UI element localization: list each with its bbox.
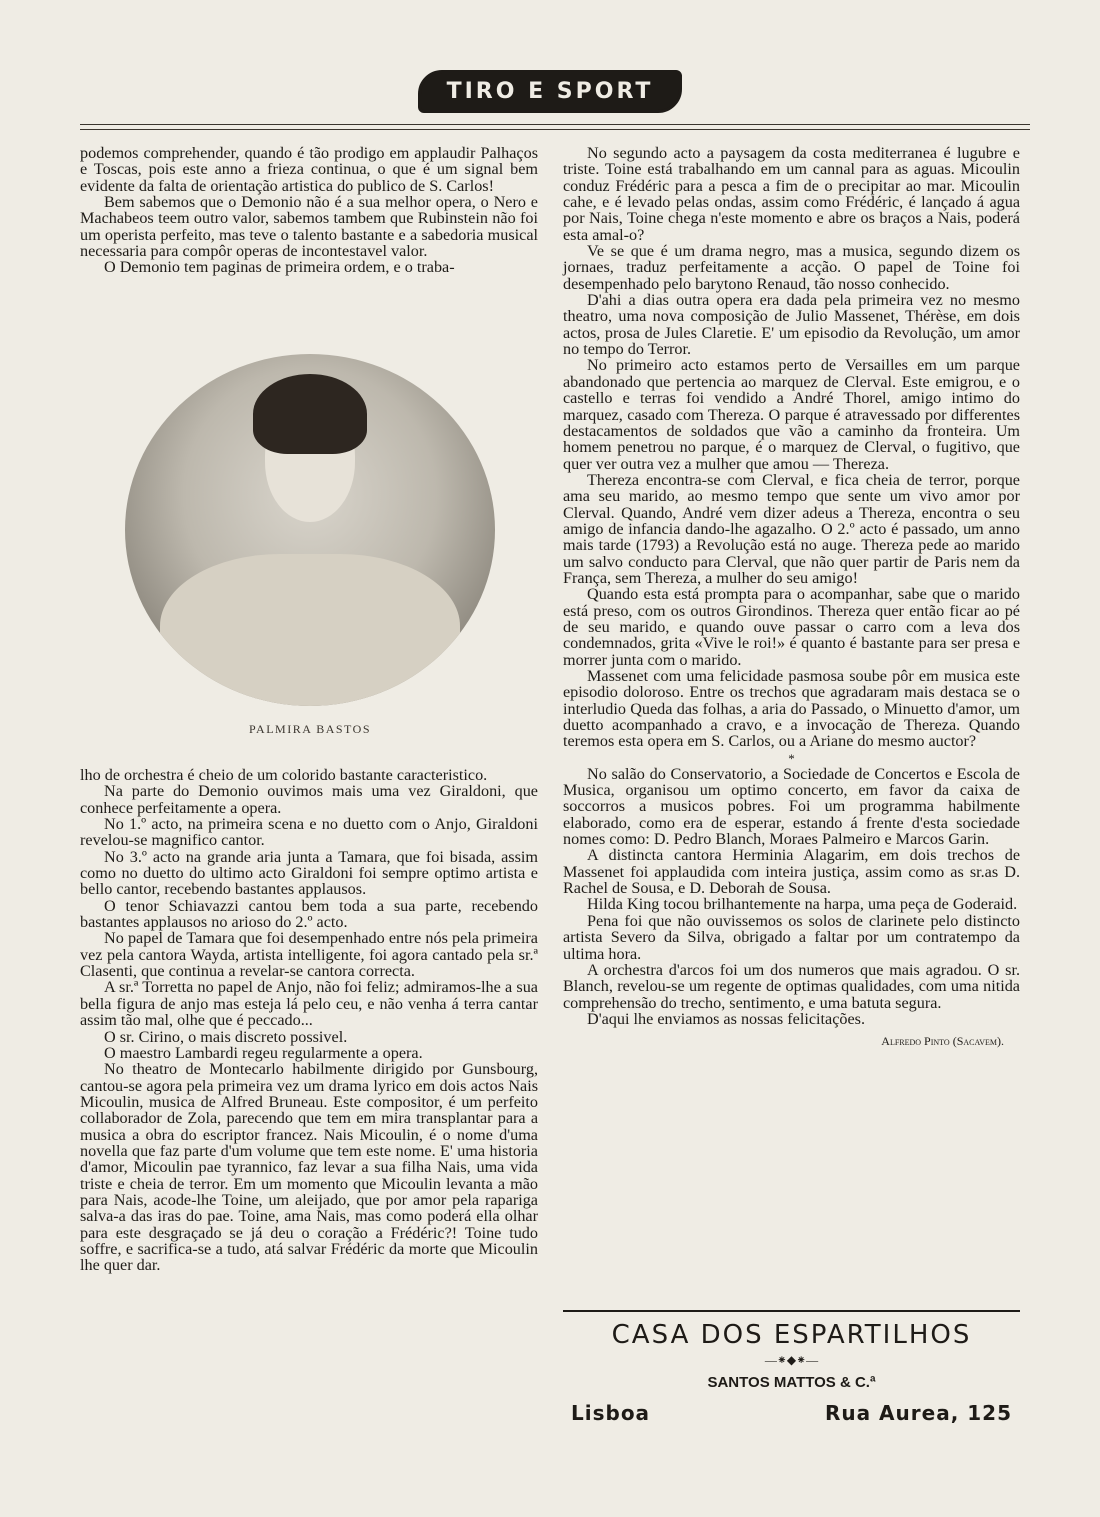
portrait-dress <box>160 554 460 706</box>
masthead-logo: TIRO E SPORT <box>418 70 683 113</box>
left-column-top <box>80 145 538 276</box>
ad-footer <box>563 1391 1020 1425</box>
masthead <box>0 68 1100 114</box>
author-signature: Alfredo Pinto (Sacavem). <box>881 1034 1004 1049</box>
paragraph: O maestro Lambardi regeu regularmente a opera. <box>104 1043 423 1062</box>
paragraph: Na parte do Demonio ouvimos mais uma vez Giraldoni, que conhece perfeitamente a opera. <box>80 782 538 817</box>
paragraph: No salão do Conservatorio, a Sociedade de Concertos e Escola de Musica, organisou um optimo concerto, em favor da caixa de soccorros a musicos pobres. Foi um programma habilmente elaborado, como era de esperar, estando á frente d'esta sociedade nomes como: D. Pedro Blanch, Moraes Palmeiro e Marcos Garin. <box>563 764 1020 849</box>
paragraph: No 3.º acto na grande aria junta a Tamara, que foi bisada, assim como no duetto do ultimo acto Giraldoni foi sempre optimo artista e bello cantor, recebendo bastantes applausos. <box>80 847 538 899</box>
paragraph: Thereza encontra-se com Clerval, e fica cheia de terror, porque ama seu marido, ao mesmo tempo que sente um vivo amor por Clerval. Quando, André vem dizer adeus a Thereza, encontra o seu amigo de infancia dando-lhe agazalho. O 2.º acto é passado, um anno mais tarde (1793) a Revolução está no auge. Thereza pede ao marido um salvo conducto para Clerval, que não quer partir de Paris nem da França, sem Thereza, a mulher do seu amigo! <box>563 470 1020 587</box>
ad-city: Lisboa <box>571 1401 651 1425</box>
paragraph: No 1.º acto, na primeira scena e no duetto com o Anjo, Giraldoni revelou-se magnifico cantor. <box>80 815 538 850</box>
paragraph: D'aqui lhe enviamos as nossas felicitações. <box>587 1009 866 1028</box>
paragraph: A sr.ª Torretta no papel de Anjo, não foi feliz; admiramos-lhe a sua bella figura de anjo mas esteja lá pelo ceu, e não venha á terra cantar assim tão mal, olhe que é peccado... <box>80 978 538 1030</box>
ad-title: CASA DOS ESPARTILHOS <box>611 1320 972 1350</box>
paragraph: Quando esta está prompta para o acompanhar, sabe que o marido está preso, com os outros Girondinos. Thereza quer então ficar ao pé de seu marido, e quando ouve passar o carro com a leva dos condemnados, grita «Vive le roi!» é quanto é bastante para ser presa e morrer junta com o marido. <box>563 585 1020 669</box>
left-column-bottom <box>80 767 538 1274</box>
ad-ornament: —⁕◆⁕— <box>764 1353 819 1367</box>
advertisement <box>563 1310 1020 1425</box>
paragraph: D'ahi a dias outra opera era dada pela primeira vez no mesmo theatro, uma nova composição de Julio Massenet, Thérèse, em dois actos, prosa de Jules Claretie. E' um episodio da Revolução, um amor no tempo do Terror. <box>563 291 1020 359</box>
paragraph: No theatro de Montecarlo habilmente dirigido por Gunsbourg, cantou-se agora pela primeira vez um drama lyrico em dois actos Nais Micoulin, musica de Alfred Bruneau. Este compositor, é um perfeito collaborador de Zola, parecendo que tem em mira transplantar para a musica a obra do escriptor francez. Nais Micoulin, é o nome d'uma novella que faz parte d'um volume que tem este nome. E' uma historia d'amor, Micoulin pae tyrannico, faz levar a sua filha Nais, uma vida triste e cheia de terror. Em um momento que Micoulin levanta a mão para Nais, acode-lhe Toine, um aleijado, que por amor pela rapariga salva-a das iras do pae. Toine, ama Nais, mas como poderá ella olhar para este desgraçado se já deu o coração a Frédéric?! Toine tudo soffre, e sacrifica-se a tudo, atá salvar Frédéric da morte que Micoulin lhe quer dar. <box>80 1060 538 1275</box>
section-separator: * <box>788 750 795 766</box>
paragraph: podemos comprehender, quando é tão prodigo em applaudir Palhaços e Toscas, pois este anno a frieza continua, o que é um signal bem evidente da falta de orientação artistica do publico de S. Carlos! <box>80 144 538 195</box>
portrait-caption: PALMIRA BASTOS <box>248 722 372 736</box>
paragraph: O tenor Schiavazzi cantou bem toda a sua parte, recebendo bastantes applausos no arioso do 2.º acto. <box>80 896 538 932</box>
paragraph: Hilda King tocou brilhantemente na harpa, uma peça de Goderaid. <box>587 895 1018 914</box>
portrait-photo <box>125 354 495 706</box>
paragraph: No segundo acto a paysagem da costa mediterranea é lugubre e triste. Toine está trabalhando em um cannal para as aguas. Micoulin conduz Frédéric para a pesca a fim de o precipitar ao mar. Micoulin cahe, e é levado pelas ondas, assim como Frédéric, é lançado á agua por Nais, Toine chega n'este momento e abre os braços a Nais, poderá esta amal-o? <box>563 144 1020 244</box>
paragraph: Pena foi que não ouvissemos os solos de clarinete pelo distincto artista Severo da Silva, obrigado a faltar por um contratempo da ultima hora. <box>563 911 1020 963</box>
ad-address: Rua Aurea, 125 <box>824 1401 1012 1425</box>
paragraph: Bem sabemos que o Demonio não é a sua melhor opera, o Nero e Machabeos teem outro valor, sabemos tambem que Rubinstein não foi um operista perfeito, mas teve o talento bastante e a sabedoria musical necessaria para compôr operas de incontestavel valor. <box>80 193 538 261</box>
paragraph: No primeiro acto estamos perto de Versailles em um parque abandonado que pertencia ao marquez de Clerval. Este emigrou, e o castello e terras foi vendido a André Thorel, amigo intimo do marquez, casado com Thereza. O parque é atravessado por differentes destacamentos de soldados que vão a caminho da fronteira. Um homem penetrou no parque, é o marquez de Clerval, o fugitivo, que quer ver outra vez a mulher que amou — Thereza. <box>563 356 1020 473</box>
paragraph: lho de orchestra é cheio de um colorido bastante caracteristico. <box>80 766 488 784</box>
ad-subtitle: SANTOS MATTOS & C.ª <box>707 1374 876 1391</box>
portrait-figure <box>125 354 495 737</box>
paragraph: A orchestra d'arcos foi um dos numeros que mais agradou. O sr. Blanch, revelou-se um regente de optimas qualidades, com uma nitida comprehensão do trecho, sentimento, e uma batuta segura. <box>563 960 1020 1012</box>
paragraph: A distincta cantora Herminia Alagarim, em dois trechos de Massenet foi applaudida com inteira justiça, assim como as sr.as D. Rachel de Sousa, e D. Deborah de Sousa. <box>563 846 1020 898</box>
header-rule <box>80 124 1030 130</box>
paragraph: No papel de Tamara que foi desempenhado entre nós pela primeira vez pela cantora Wayda, artista intelligente, foi agora cantado pela sr.ª Clasenti, que continua a revelar-se cantora correcta. <box>80 929 538 981</box>
portrait-hair <box>253 374 367 454</box>
paragraph: Ve se que é um drama negro, mas a musica, segundo dizem os jornaes, traduz perfeitamente a acção. O papel de Toine foi desempenhado pelo barytono Renaud, tão nosso conhecido. <box>563 242 1020 293</box>
right-column <box>563 145 1020 1050</box>
paragraph: O Demonio tem paginas de primeira ordem, e o traba- <box>104 258 455 277</box>
paragraph: Massenet com uma felicidade pasmosa soube pôr em musica este episodio doloroso. Entre os trechos que agradaram mais destaca se o interludio Queda das folhas, a aria do Passado, o Minuetto d'amor, um duetto acompanhado a cravo, e a invocação de Thereza. Quando teremos esta opera em S. Carlos, ou a Ariane do mesmo auctor? <box>563 667 1020 751</box>
paragraph: O sr. Cirino, o mais discreto possivel. <box>104 1027 348 1046</box>
